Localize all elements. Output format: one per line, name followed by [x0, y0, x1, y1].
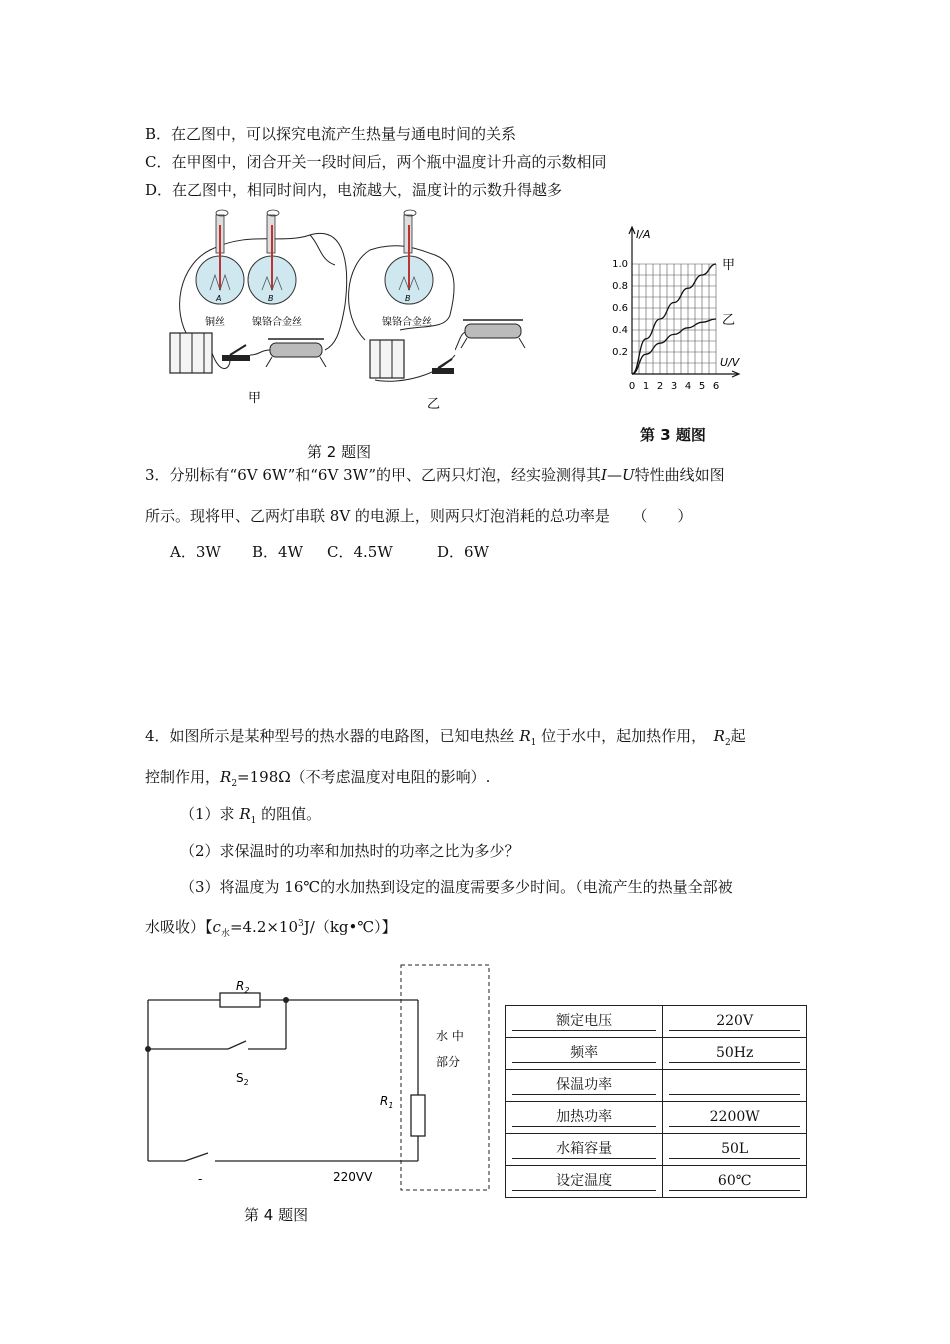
y-tick-label: 0.8: [612, 281, 628, 292]
s2-subscript: 2: [243, 1078, 249, 1087]
q4-r2-b: R: [220, 768, 232, 786]
q4-text-a: 4．如图所示是某种型号的热水器的电路图，已知电热丝: [145, 727, 520, 745]
q4-sub3-c: c: [212, 918, 221, 936]
q3-stem-text-b: 特性曲线如图: [634, 466, 725, 484]
curve-jia-label: 甲: [722, 258, 736, 273]
q4-r2-b-sub: 2: [231, 779, 238, 789]
q4-r2-sub: 2: [724, 738, 731, 748]
q2-option-b: B．在乙图中，可以探究电流产生热量与通电时间的关系: [145, 125, 517, 143]
q3-option-a: A．3W: [170, 543, 221, 561]
flask-a-label: A: [216, 294, 222, 303]
q4-sub1-a: （1）求: [180, 805, 240, 823]
q4-sub-3-cont: [145, 916, 397, 939]
spec-value-cell: [663, 1102, 807, 1134]
q4-sub3-exp: 3: [298, 919, 304, 929]
spec-row: [506, 1038, 807, 1070]
spec-label-cell: [506, 1006, 663, 1038]
spec-value-cell: [663, 1070, 807, 1102]
q4-text-b: 位于水中，起加热作用，: [536, 727, 714, 745]
q3-symbol-dash: —: [606, 466, 622, 484]
x-tick-label: 6: [712, 381, 720, 392]
r1-letter: R: [380, 1094, 389, 1108]
x-tick-label: 1: [642, 381, 650, 392]
spec-label-cell: [506, 1070, 663, 1102]
q4-text-d: 控制作用，: [145, 768, 221, 786]
x-tick-label: 5: [698, 381, 706, 392]
spec-value-cell: [663, 1006, 807, 1038]
switch-s2: [228, 1041, 246, 1049]
q4-stem-line-2: [145, 766, 490, 789]
spec-label-cell: [506, 1134, 663, 1166]
q3-stem-text-a: 3．分别标有“6V 6W”和“6V 3W”的甲、乙两只灯泡，经实验测得其: [145, 466, 601, 484]
flask-b2-label: B: [405, 294, 411, 303]
spec-value: 2200W: [669, 1108, 800, 1127]
spec-value-cell: [663, 1166, 807, 1198]
y-axis-label: I/A: [636, 228, 651, 241]
flask-b-yi: [385, 210, 433, 304]
q3-option-d: D．6W: [437, 543, 489, 561]
q4-sub-2: （2）求保温时的功率和加热时的功率之比为多少？: [180, 842, 520, 860]
spec-label-cell: [506, 1166, 663, 1198]
s2-letter: S: [236, 1071, 244, 1085]
spec-row: [506, 1006, 807, 1038]
water-label-1: 水 中: [436, 1029, 464, 1043]
s2-label: [236, 1071, 249, 1087]
q4-sub-1: [180, 803, 321, 826]
y-tick-label: 0.2: [612, 347, 628, 358]
water-label-2: 部分: [436, 1055, 461, 1069]
q4-text-e: =198Ω（不考虑温度对电阻的影响）.: [237, 768, 491, 786]
q3-symbol-i: I: [601, 466, 607, 484]
spec-value-cell: [663, 1038, 807, 1070]
spec-row: [506, 1166, 807, 1198]
battery-a: [170, 333, 212, 373]
y-tick-label: 0.6: [612, 303, 628, 314]
q4-sub3-value: =4.2×10: [229, 918, 299, 936]
flask-b-label: B: [268, 294, 274, 303]
figure-4-caption: 第 4 题图: [244, 1206, 309, 1224]
q4-sub-3: （3）将温度为 16℃的水加热到设定的温度需要多少时间。（电流产生的热量全部被: [180, 878, 733, 896]
spec-row: [506, 1134, 807, 1166]
r2-label: [236, 979, 249, 995]
q3-stem-line-1: [145, 464, 725, 485]
q4-sub1-b: 的阻值。: [256, 805, 322, 823]
figure-3-caption: 第 3 题图: [640, 426, 706, 444]
spec-label-cell: [506, 1038, 663, 1070]
q3-option-b: B．4W: [252, 543, 303, 561]
x-tick-label: 2: [656, 381, 664, 392]
switch-a: [222, 345, 250, 361]
rheostat-a: [266, 339, 326, 367]
nichrome-label-b: 镍铬合金丝: [382, 317, 432, 328]
q4-r2: R: [713, 727, 725, 745]
flask-a: [196, 210, 244, 304]
copper-wire-label: 铜丝: [205, 317, 225, 328]
nichrome-label-a: 镍铬合金丝: [252, 317, 302, 328]
r2-letter: R: [236, 979, 245, 993]
q2-option-c: C．在甲图中，闭合开关一段时间后，两个瓶中温度计升高的示数相同: [145, 153, 607, 171]
x-tick-label: 4: [684, 381, 692, 392]
spec-label: 频率: [512, 1044, 656, 1063]
heater-spec-table: [505, 1005, 807, 1198]
spec-value: 50Hz: [669, 1044, 800, 1063]
resistor-r1: [411, 1095, 425, 1136]
rheostat-b: [455, 310, 540, 355]
figure-4-circuit: [140, 960, 500, 1200]
spec-value: 60℃: [669, 1172, 800, 1191]
y-tick-label: 1.0: [612, 259, 628, 270]
y-tick-label: 0.4: [612, 325, 628, 336]
q4-sub1-r: R: [239, 805, 251, 823]
q4-r1: R: [519, 727, 531, 745]
battery-b: [370, 340, 404, 378]
spec-label: 保温功率: [512, 1076, 656, 1095]
voltage-label: 220VV: [333, 1170, 373, 1184]
x-axis-label: U/V: [720, 356, 740, 369]
curve-yi-label: 乙: [722, 313, 736, 328]
flask-b: [248, 210, 296, 304]
figure-3-iu-chart: [610, 222, 760, 422]
q4-sub3-cont-a: 水吸收）【: [145, 918, 213, 936]
spec-label: 水箱容量: [512, 1140, 656, 1159]
q3-option-c: C．4.5W: [327, 543, 393, 561]
spec-label: 加热功率: [512, 1108, 656, 1127]
figure-2-caption: 第 2 题图: [307, 443, 372, 461]
spec-label-cell: [506, 1102, 663, 1134]
dash-label: -: [198, 1172, 203, 1186]
q3-stem-line-2: 所示。现将甲、乙两灯串联 8V 的电源上，则两只灯泡消耗的总功率是 （ ）: [145, 507, 693, 525]
q4-sub3-water: 水: [220, 929, 230, 939]
spec-value-cell: [663, 1134, 807, 1166]
q3-symbol-u: U: [621, 466, 635, 484]
water-region: [401, 965, 489, 1190]
q4-r1-sub: 1: [530, 738, 537, 748]
r2-subscript: 2: [244, 986, 250, 995]
spec-label: 设定温度: [512, 1172, 656, 1191]
label-yi: 乙: [427, 397, 441, 412]
q2-option-d: D．在乙图中，相同时间内，电流越大，温度计的示数升得越多: [145, 181, 563, 199]
resistor-r2: [220, 993, 260, 1007]
q4-stem-line-1: [145, 725, 746, 748]
q4-sub1-sub: 1: [250, 816, 257, 826]
spec-row: [506, 1102, 807, 1134]
q4-sub3-unit: J/（kg•℃）】: [303, 918, 397, 936]
spec-row: [506, 1070, 807, 1102]
label-jia: 甲: [248, 391, 262, 406]
spec-label: 额定电压: [512, 1012, 656, 1031]
q4-text-c: 起: [730, 727, 746, 745]
x-tick-label: 3: [670, 381, 678, 392]
x-tick-label: 0: [628, 381, 636, 392]
r1-subscript: 1: [388, 1101, 394, 1110]
spec-value: 220V: [669, 1012, 800, 1031]
figure-2-apparatus: [160, 205, 460, 415]
spec-value: [669, 1076, 800, 1095]
switch-main: [185, 1153, 208, 1161]
r1-label: [380, 1094, 393, 1110]
spec-value: 50L: [669, 1140, 800, 1159]
